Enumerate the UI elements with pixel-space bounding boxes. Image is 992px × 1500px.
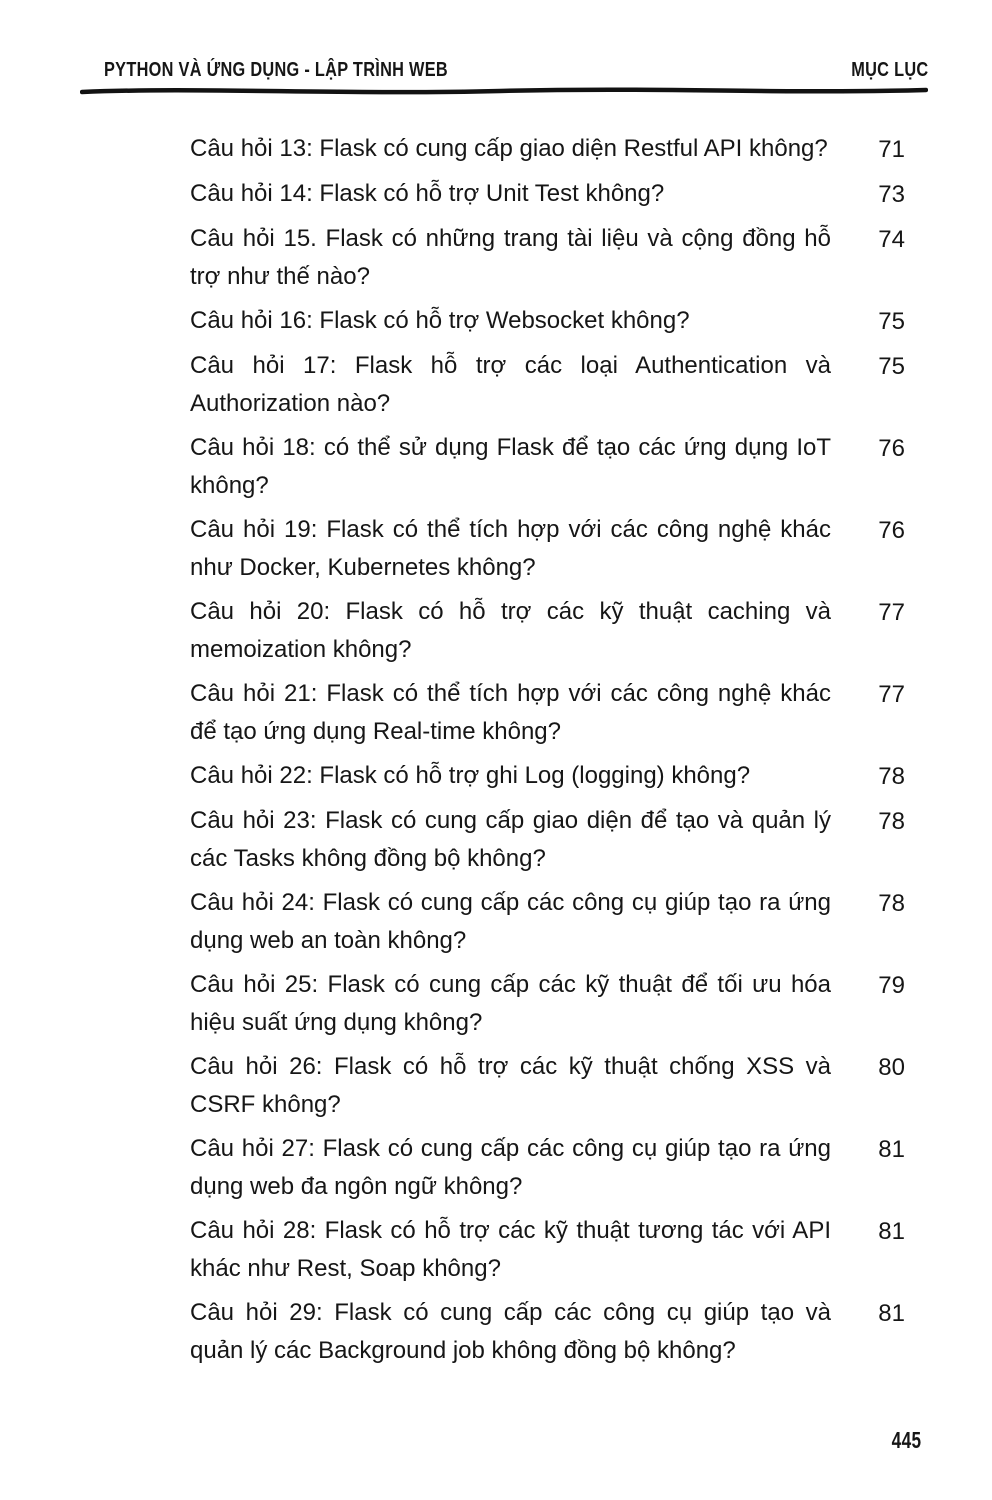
toc-entry [190, 511, 905, 587]
entry-text: Câu hỏi 20: Flask có hỗ trợ các kỹ thuật caching và memoization không? [190, 598, 831, 663]
entry-page: 81 [878, 1300, 905, 1327]
toc-entry [190, 675, 905, 751]
toc-entry [190, 429, 905, 505]
entry-page: 76 [878, 435, 905, 462]
entry-page: 78 [878, 808, 905, 835]
entry-page: 78 [878, 890, 905, 917]
entry-page: 76 [878, 517, 905, 544]
toc-entry [190, 1048, 905, 1124]
entry-text: Câu hỏi 14: Flask có hỗ trợ Unit Test không? [190, 180, 665, 207]
toc-entry [190, 757, 905, 796]
entry-page: 71 [878, 136, 905, 163]
entry-text: Câu hỏi 23: Flask có cung cấp giao diện để tạo và quản lý các Tasks không đồng bộ không? [190, 807, 831, 872]
entry-page: 81 [878, 1218, 905, 1245]
toc-entry [190, 175, 905, 214]
entry-text: Câu hỏi 29: Flask có cung cấp các công cụ giúp tạo và quản lý các Background job không đồng bộ không? [190, 1299, 831, 1364]
toc-entry [190, 130, 905, 169]
book-title: PYTHON VÀ ỨNG DỤNG - LẬP TRÌNH WEB [104, 58, 448, 81]
entry-page: 77 [878, 681, 905, 708]
entry-text: Câu hỏi 13: Flask có cung cấp giao diện Restful API không? [190, 135, 828, 162]
toc-entry [190, 1294, 905, 1370]
toc-entry [190, 1212, 905, 1288]
toc-entry [190, 220, 905, 296]
entry-text: Câu hỏi 28: Flask có hỗ trợ các kỹ thuật tương tác với API khác như Rest, Soap không? [190, 1217, 831, 1282]
entry-text: Câu hỏi 21: Flask có thể tích hợp với các công nghệ khác để tạo ứng dụng Real-time không? [190, 680, 831, 745]
entry-page: 74 [878, 226, 905, 253]
entry-text: Câu hỏi 18: có thể sử dụng Flask để tạo các ứng dụng IoT không? [190, 434, 831, 499]
toc-entry [190, 347, 905, 423]
entry-page: 77 [878, 599, 905, 626]
toc-entry [190, 802, 905, 878]
entry-text: Câu hỏi 17: Flask hỗ trợ các loại Authentication và Authorization nào? [190, 352, 831, 417]
toc-entry [190, 593, 905, 669]
entry-text: Câu hỏi 16: Flask có hỗ trợ Websocket không? [190, 307, 690, 334]
toc-entry [190, 1130, 905, 1206]
entry-text: Câu hỏi 27: Flask có cung cấp các công cụ giúp tạo ra ứng dụng web đa ngôn ngữ không? [190, 1135, 831, 1200]
entry-text: Câu hỏi 22: Flask có hỗ trợ ghi Log (logging) không? [190, 762, 751, 789]
header-rule [80, 84, 992, 98]
entry-page: 79 [878, 972, 905, 999]
page-header [104, 58, 928, 82]
toc-entry [190, 884, 905, 960]
entry-page: 75 [878, 353, 905, 380]
toc-entry [190, 302, 905, 341]
entry-text: Câu hỏi 25: Flask có cung cấp các kỹ thuật để tối ưu hóa hiệu suất ứng dụng không? [190, 971, 831, 1036]
toc-entry [190, 966, 905, 1042]
entry-text: Câu hỏi 19: Flask có thể tích hợp với các công nghệ khác như Docker, Kubernetes không? [190, 516, 831, 581]
entry-text: Câu hỏi 26: Flask có hỗ trợ các kỹ thuật chống XSS và CSRF không? [190, 1053, 831, 1118]
entry-page: 80 [878, 1054, 905, 1081]
entry-page: 75 [878, 308, 905, 335]
entry-page: 73 [878, 181, 905, 208]
page-number: 445 [892, 1428, 922, 1454]
entry-page: 81 [878, 1136, 905, 1163]
entry-text: Câu hỏi 15. Flask có những trang tài liệu và cộng đồng hỗ trợ như thế nào? [190, 225, 831, 290]
toc-list [190, 130, 905, 1370]
section-title: MỤC LỤC [850, 58, 928, 81]
entry-page: 78 [878, 763, 905, 790]
entry-text: Câu hỏi 24: Flask có cung cấp các công cụ giúp tạo ra ứng dụng web an toàn không? [190, 889, 831, 954]
header-rule-line [80, 84, 928, 98]
